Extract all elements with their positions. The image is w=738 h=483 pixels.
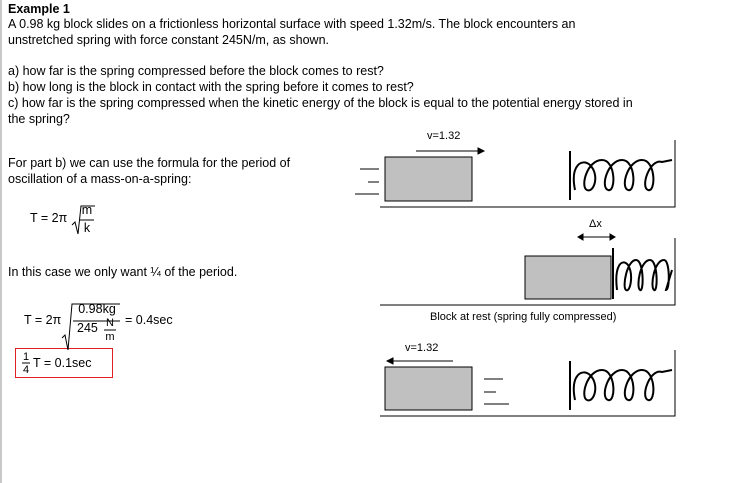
diagram-caption: Block at rest (spring fully compressed) xyxy=(430,311,617,323)
question-a: a) how far is the spring compressed before the block comes to rest? xyxy=(8,64,384,78)
calc-unit-num: N xyxy=(106,317,114,329)
spring-coil-icon xyxy=(574,370,672,400)
velocity-label: v=1.32 xyxy=(427,130,461,142)
formula-num: m xyxy=(81,203,93,217)
radical-sign xyxy=(62,304,120,350)
calc-unit-den: m xyxy=(105,331,115,343)
delta-x-label: Δx xyxy=(589,218,602,230)
answer-frac-den: 4 xyxy=(22,364,30,376)
velocity-label: v=1.32 xyxy=(405,342,439,354)
calc-num: 0.98kg xyxy=(78,302,116,316)
calc-lhs: T = 2π xyxy=(24,313,62,327)
quarter-text: In this case we only want ¼ of the period. xyxy=(8,265,238,279)
spring-coil-icon xyxy=(616,260,672,290)
block xyxy=(525,256,611,299)
block xyxy=(385,367,472,410)
formula-lhs: T = 2π xyxy=(30,211,68,225)
spring-coil-icon xyxy=(574,160,672,190)
question-b: b) how long is the block in contact with the spring before it comes to rest? xyxy=(8,80,414,94)
diagram xyxy=(2,0,738,483)
question-c-cont: the spring? xyxy=(8,112,70,126)
problem-line: A 0.98 kg block slides on a frictionless horizontal surface with speed 1.32m/s. The block encounters an xyxy=(8,17,576,31)
answer-frac-num: 1 xyxy=(22,351,30,363)
explain-line: For part b) we can use the formula for the period of xyxy=(8,156,291,170)
question-c: c) how far is the spring compressed when the kinetic energy of the block is equal to the potential energy stored in xyxy=(8,96,633,110)
example-title: Example 1 xyxy=(8,2,70,16)
block xyxy=(385,157,472,201)
calc-den: 245 xyxy=(77,321,98,335)
explain-line: oscillation of a mass-on-a-spring: xyxy=(8,172,192,186)
formula-den: k xyxy=(83,221,91,235)
problem-line: unstretched spring with force constant 245N/m, as shown. xyxy=(8,33,329,47)
answer-text: T = 0.1sec xyxy=(33,356,92,370)
calc-result: = 0.4sec xyxy=(125,313,173,327)
